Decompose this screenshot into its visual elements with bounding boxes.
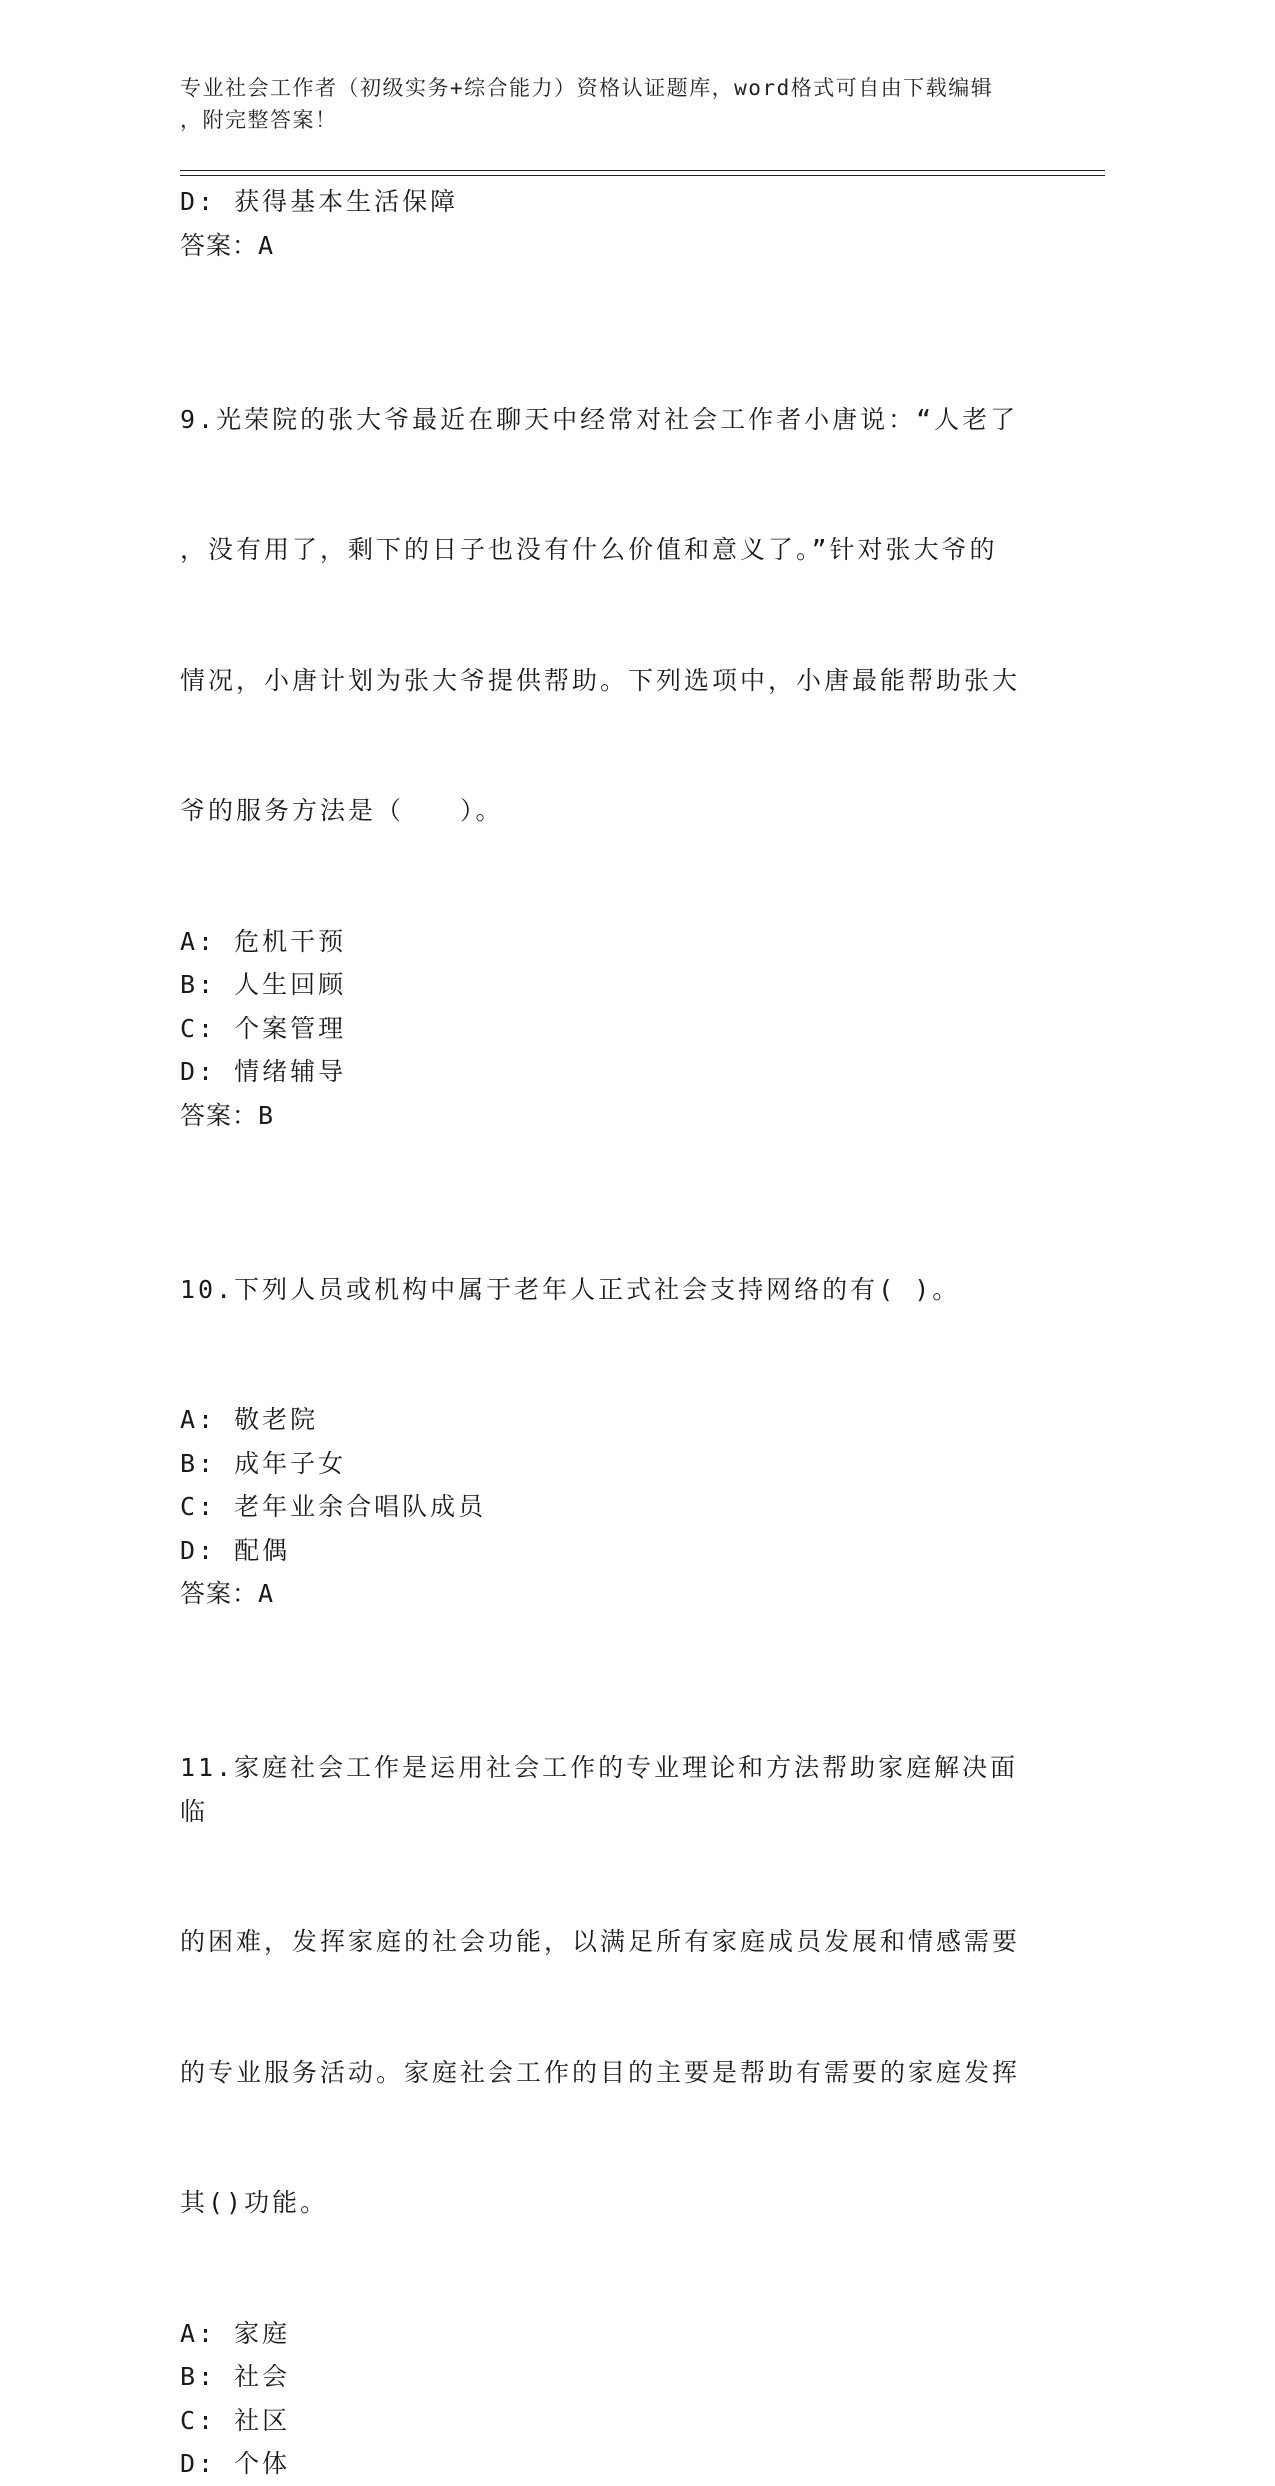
stem-line: ，没有用了，剩下的日子也没有什么价值和意义了。”针对张大爷的 bbox=[180, 535, 998, 564]
option-a: A: 敬老院 bbox=[180, 1405, 319, 1434]
page-header bbox=[180, 72, 1050, 136]
question-10 bbox=[180, 1181, 1040, 1616]
option-d: D: 情绪辅导 bbox=[180, 1057, 347, 1086]
stem-line: 11.家庭社会工作是运用社会工作的专业理论和方法帮助家庭解决面临 bbox=[180, 1753, 1019, 1826]
option-b: B: 成年子女 bbox=[180, 1448, 347, 1478]
document-body bbox=[180, 180, 1040, 2486]
stem-line: 的困难，发挥家庭的社会功能，以满足所有家庭成员发展和情感需要 bbox=[180, 1927, 1021, 1956]
stem-line: 情况，小唐计划为张大爷提供帮助。下列选项中，小唐最能帮助张大 bbox=[180, 665, 1021, 695]
question-stem bbox=[180, 1181, 1040, 1399]
option-c: C: 个案管理 bbox=[180, 1013, 347, 1043]
stem-line: 的专业服务活动。家庭社会工作的目的主要是帮助有需要的家庭发挥 bbox=[180, 2057, 1021, 2087]
answer-line: 答案：B bbox=[180, 1100, 275, 1130]
question-stem bbox=[180, 1659, 1040, 2312]
spacer bbox=[180, 1616, 1040, 1660]
header-line-1: 专业社会工作者（初级实务+综合能力）资格认证题库，word格式可自由下载编辑 bbox=[180, 76, 994, 100]
spacer bbox=[180, 1137, 1040, 1181]
option-b: B: 社会 bbox=[180, 2362, 291, 2391]
stem-line: 10.下列人员或机构中属于老年人正式社会支持网络的有( )。 bbox=[180, 1274, 961, 1304]
option-c: C: 社区 bbox=[180, 2405, 291, 2435]
option-b: B: 人生回顾 bbox=[180, 970, 347, 999]
spacer bbox=[180, 267, 1040, 311]
option-d: D: 配偶 bbox=[180, 1535, 291, 1565]
question-9 bbox=[180, 311, 1040, 1138]
header-divider-bottom bbox=[180, 175, 1105, 176]
stem-line: 9.光荣院的张大爷最近在聊天中经常对社会工作者小唐说：“人老了 bbox=[180, 404, 1019, 434]
option-c: C: 老年业余合唱队成员 bbox=[180, 1492, 487, 1521]
option-d: D: 个体 bbox=[180, 2449, 291, 2478]
question-8-tail bbox=[180, 180, 1040, 267]
question-11 bbox=[180, 1659, 1040, 2486]
question-stem bbox=[180, 311, 1040, 920]
option-a: A: 危机干预 bbox=[180, 926, 347, 956]
answer-line: 答案：A bbox=[180, 1579, 275, 1608]
answer-line: 答案：A bbox=[180, 230, 275, 260]
option-d: D: 获得基本生活保障 bbox=[180, 187, 459, 216]
header-divider-top bbox=[180, 170, 1105, 171]
stem-line: 其()功能。 bbox=[180, 2188, 329, 2217]
header-line-2: ，附完整答案！ bbox=[180, 108, 338, 132]
option-a: A: 家庭 bbox=[180, 2318, 291, 2348]
stem-line: 爷的服务方法是（ ）。 bbox=[180, 796, 504, 825]
